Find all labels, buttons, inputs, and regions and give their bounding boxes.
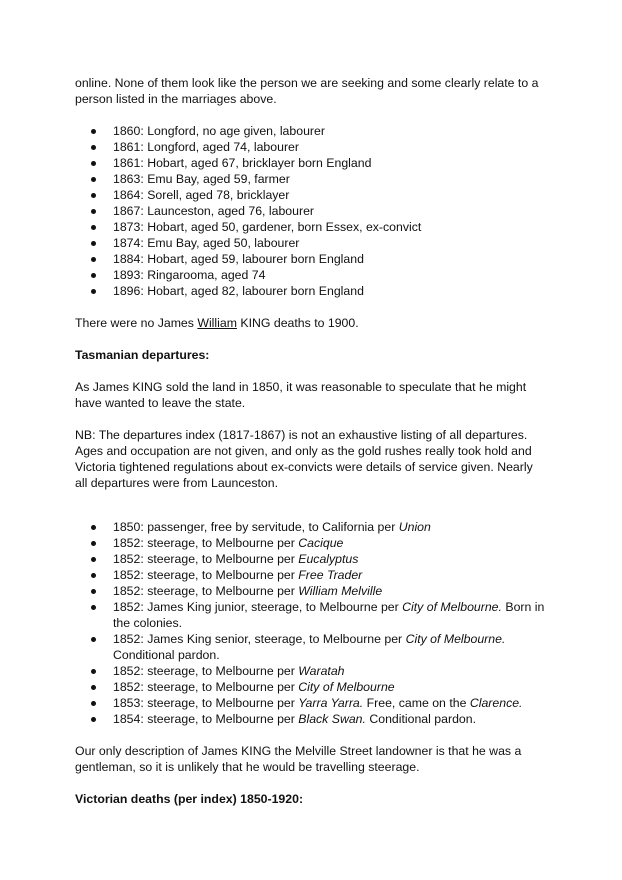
departure-list-item — [75, 551, 545, 567]
departure-text: 1854: steerage, to Melbourne per — [113, 712, 299, 726]
departure-note: Born in the colonies. — [113, 600, 545, 630]
death-list-item — [75, 283, 545, 299]
departures-list — [75, 519, 545, 727]
death-entry-text: 1861: Longford, aged 74, labourer — [113, 140, 299, 154]
departure-text: 1852: steerage, to Melbourne per — [113, 664, 299, 678]
departure-list-item — [75, 567, 545, 583]
departure-list-item — [75, 679, 545, 695]
departure-text: 1852: steerage, to Melbourne per — [113, 584, 299, 598]
death-list-item — [75, 251, 545, 267]
departures-note-paragraph: NB: The departures index (1817-1867) is not an exhaustive listing of all departures. Ages and occupation are not given, and only as the gold rushes really took hold and Victoria tightened regulations about ex-convicts were details of service given. Nearly all departures were from Launceston. — [75, 428, 533, 490]
death-entry-text: 1863: Emu Bay, aged 59, farmer — [113, 172, 290, 186]
bullet-icon — [91, 289, 96, 294]
bullet-icon — [91, 541, 96, 546]
bullet-icon — [91, 129, 96, 134]
page-content — [75, 75, 545, 807]
bullet-icon — [91, 257, 96, 262]
death-entry-text: 1893: Ringarooma, aged 74 — [113, 268, 266, 282]
bullet-icon — [91, 605, 96, 610]
departure-list-item — [75, 695, 545, 711]
bullet-icon — [91, 637, 96, 642]
bullet-icon — [91, 161, 96, 166]
description-paragraph: Our only description of James KING the Melville Street landowner is that he was a gentleman, so it is unlikely that he would be travelling steerage. — [75, 744, 522, 774]
bullet-icon — [91, 701, 96, 706]
bullet-icon — [91, 669, 96, 674]
death-list-item — [75, 235, 545, 251]
death-list-item — [75, 187, 545, 203]
death-list-item — [75, 123, 545, 139]
departure-text: 1853: steerage, to Melbourne per — [113, 696, 299, 710]
bullet-icon — [91, 589, 96, 594]
death-entry-text: 1861: Hobart, aged 67, bricklayer born England — [113, 156, 372, 170]
departure-list-item — [75, 535, 545, 551]
departure-note: Conditional pardon. — [113, 648, 220, 662]
ship-name: City of Melbourne. — [402, 600, 502, 614]
departure-note: Free, came on the — [363, 696, 470, 710]
death-entry-text: 1873: Hobart, aged 50, gardener, born Essex, ex-convict — [113, 220, 422, 234]
departure-text: 1850: passenger, free by servitude, to California per — [113, 520, 399, 534]
death-list-item — [75, 219, 545, 235]
ship-name: Yarra Yarra. — [298, 696, 364, 710]
departure-list-item — [75, 519, 545, 535]
death-entry-text: 1867: Launceston, aged 76, labourer — [113, 204, 315, 218]
death-entry-text: 1860: Longford, no age given, labourer — [113, 124, 325, 138]
bullet-icon — [91, 145, 96, 150]
no-deaths-text-start: There were no James — [75, 316, 198, 330]
bullet-icon — [91, 241, 96, 246]
bullet-icon — [91, 225, 96, 230]
death-entry-text: 1896: Hobart, aged 82, labourer born England — [113, 284, 364, 298]
ship-name: City of Melbourne. — [405, 632, 506, 646]
departure-list-item — [75, 663, 545, 679]
death-list-item — [75, 155, 545, 171]
ship-name: Cacique — [298, 536, 344, 550]
ship-name: Clarence. — [469, 696, 523, 710]
bullet-icon — [91, 273, 96, 278]
departure-text: 1852: James King senior, steerage, to Melbourne per — [113, 632, 406, 646]
bullet-icon — [91, 717, 96, 722]
bullet-icon — [91, 685, 96, 690]
death-list-item — [75, 203, 545, 219]
underlined-william: William — [197, 316, 237, 330]
death-list-item — [75, 139, 545, 155]
departure-text: 1852: steerage, to Melbourne per — [113, 552, 299, 566]
ship-name: City of Melbourne — [298, 680, 395, 694]
departure-text: 1852: steerage, to Melbourne per — [113, 536, 299, 550]
bullet-icon — [91, 557, 96, 562]
death-list-item — [75, 267, 545, 283]
bullet-icon — [91, 193, 96, 198]
ship-name: William Melville — [298, 584, 383, 598]
departure-list-item — [75, 599, 545, 631]
no-william-king-deaths-paragraph — [75, 315, 545, 331]
ship-name: Waratah — [298, 664, 345, 678]
departure-list-item — [75, 631, 545, 663]
bullet-icon — [91, 525, 96, 530]
tasmanian-departures-heading: Tasmanian departures: — [75, 348, 210, 362]
bullet-icon — [91, 209, 96, 214]
departure-note: Conditional pardon. — [365, 712, 477, 726]
ship-name: Black Swan. — [298, 712, 366, 726]
ship-name: Union — [398, 520, 431, 534]
departure-text: 1852: steerage, to Melbourne per — [113, 680, 299, 694]
departure-text: 1852: James King junior, steerage, to Melbourne per — [113, 600, 403, 614]
death-list-item — [75, 171, 545, 187]
ship-name: Free Trader — [298, 568, 363, 582]
death-entry-text: 1884: Hobart, aged 59, labourer born England — [113, 252, 364, 266]
tasmanian-deaths-list — [75, 123, 545, 299]
departures-paragraph-1: As James KING sold the land in 1850, it was reasonable to speculate that he might have wanted to leave the state. — [75, 380, 527, 410]
bullet-icon — [91, 177, 96, 182]
departure-list-item — [75, 711, 545, 727]
departure-text: 1852: steerage, to Melbourne per — [113, 568, 299, 582]
victorian-deaths-heading: Victorian deaths (per index) 1850-1920: — [75, 792, 304, 806]
bullet-icon — [91, 573, 96, 578]
intro-paragraph: online. None of them look like the person we are seeking and some clearly relate to a person listed in the marriages above. — [75, 76, 539, 106]
death-entry-text: 1874: Emu Bay, aged 50, labourer — [113, 236, 300, 250]
ship-name: Eucalyptus — [298, 552, 359, 566]
death-entry-text: 1864: Sorell, aged 78, bricklayer — [113, 188, 290, 202]
no-deaths-text-end: KING deaths to 1900. — [236, 316, 359, 330]
departure-list-item — [75, 583, 545, 599]
